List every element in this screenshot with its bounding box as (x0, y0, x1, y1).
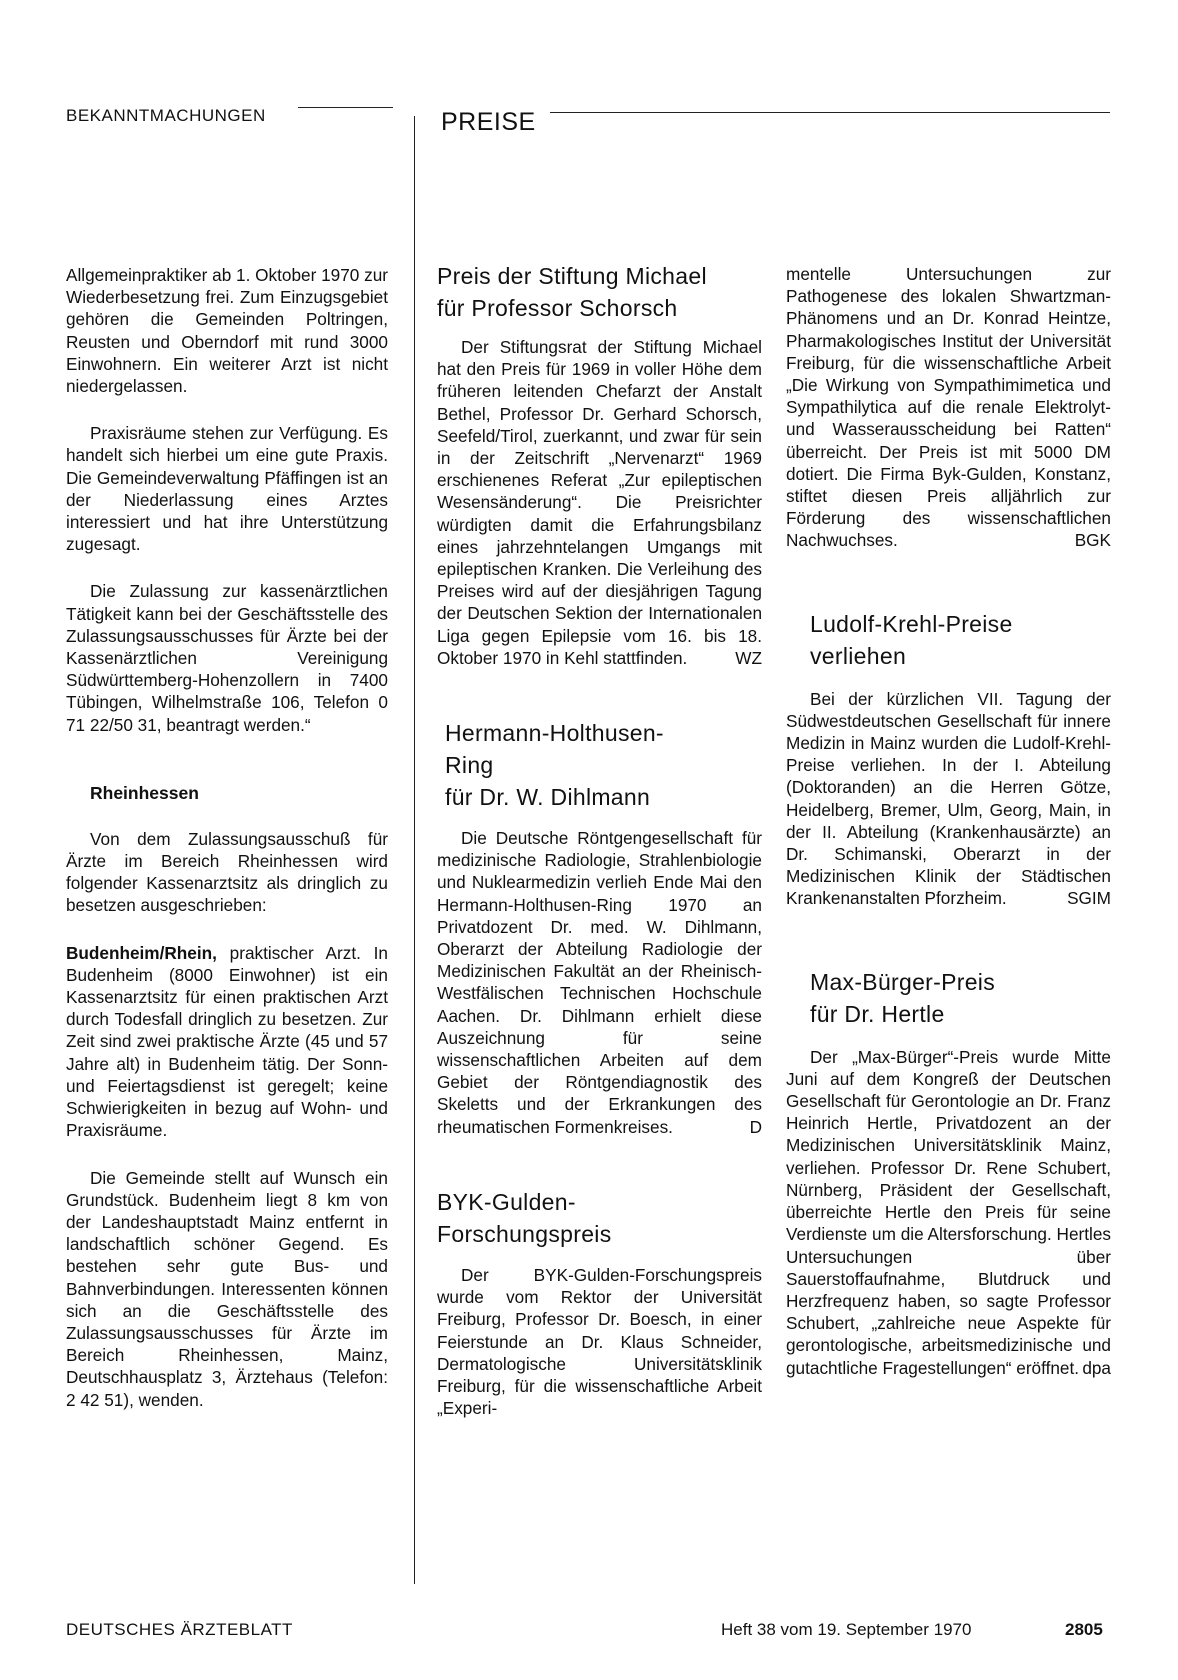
article-text: Der BYK-Gulden-Forschungspreis wurde vom Rektor der Universität Freiburg, Professor Dr. Boesch, in einer Feierstunde an Dr. Klaus Schneider, Dermatologische Universitätsklinik Freiburg, für die wissenschaftliche Arbeit „Experi- (437, 1264, 762, 1419)
column-divider (414, 116, 415, 1584)
article-title-line: verliehen (810, 642, 907, 669)
article-title (437, 1186, 762, 1250)
article-body (437, 827, 762, 1138)
section-label-left: BEKANNTMACHUNGEN (66, 106, 266, 125)
article-signature: dpa (1082, 1357, 1111, 1378)
header-rule-left (298, 107, 393, 108)
article-text: Der Stiftungsrat der Stiftung Michael hat den Preis für 1969 in voller Höhe dem früheren leitenden Chefarzt der Anstalt Bethel, Professor Dr. Gerhard Schorsch, Seefeld/Tirol, zuerkannt, und zwar für sein in der Zeitschrift „Nervenarzt“ 1969 erschienenes Referat „Zur epileptischen Wesensänderung“. Die Preisrichter würdigten damit die Erfahrungsbilanz eines jahrzehntelangen Umgangs mit epileptischen Kranken. Die Verleihung des Preises wird auf der diesjährigen Tagung der Deutschen Sektion der Internationalen Liga gegen Epilepsie vom 16. bis 18. Oktober 1970 in Kehl stattfinden. (437, 337, 762, 668)
article-title-line: für Dr. Hertle (810, 1000, 945, 1027)
article-title (437, 260, 762, 324)
article-title-line: Ring (445, 752, 494, 779)
article-text: Bei der kürzlichen VII. Tagung der Südwestdeutschen Gesellschaft für innere Medizin in Mainz wurden die Ludolf-Krehl-Preise verliehen. In der I. Abteilung (Doktoranden) an die Herren Götze, Heidelberg, Bremer, Ulm, Georg, Main, in der II. Abteilung (Krankenhausärzte) an Dr. Schimanski, Oberarzt in der Medizinischen Klinik der Städtischen Krankenanstalten Pforzheim. (786, 688, 1111, 909)
subheading-rheinhessen: Rheinhessen (90, 782, 199, 803)
article-signature: SGIM (1067, 888, 1111, 909)
header-rule-right (550, 112, 1110, 113)
section-label-right: PREISE (441, 108, 536, 136)
article-signature: D (749, 1116, 762, 1137)
article-title-line: Preis der Stiftung Michael (437, 263, 707, 289)
paragraph (66, 1167, 388, 1411)
column-prizes-2 (786, 263, 1111, 1379)
paragraph (66, 942, 388, 1142)
article-title (786, 608, 1111, 672)
article-text: Die Deutsche Röntgengesellschaft für medizinische Radiologie, Strahlenbiologie und Nuklearmedizin verlieh Ende Mai den Hermann-Holthusen-Ring 1970 an Privatdozent Dr. med. W. Dihlmann, Oberarzt der Abteilung Radiologie der Medizinischen Fakultät an der Rheinisch-Westfälischen Technischen Hochschule Aachen. Dr. Dihlmann erhielt diese Auszeichnung für seine wissenschaftlichen Arbeiten auf dem Gebiet der Röntgendiagnostik des Skeletts und der Erkrankungen des rheumatischen Formenkreises. (437, 828, 762, 1137)
article-body (437, 1264, 762, 1419)
article-signature: WZ (735, 647, 762, 668)
article-title-line: Hermann-Holthusen- (445, 720, 664, 747)
column-announcements (66, 264, 388, 1411)
article-signature: BGK (1074, 530, 1111, 551)
article-title (786, 966, 1111, 1030)
paragraph: Allgemeinpraktiker ab 1. Oktober 1970 zur Wiederbesetzung frei. Zum Einzugsgebiet gehören die Gemeinden Poltringen, Reusten und Oberndorf mit rund 3000 Einwohnern. Ein weiterer Arzt ist nicht niedergelassen. (66, 265, 388, 397)
page-number: 2805 (1065, 1620, 1103, 1639)
paragraph-text: Praxisräume stehen zur Verfügung. Es handelt sich hierbei um eine gute Praxis. Die Gemeindeverwaltung Pfäffingen ist an der Niederlassung eines Arztes interessiert und hat ihre Unterstützung zugesagt. (66, 423, 388, 555)
article-title-line: Forschungspreis (437, 1220, 612, 1247)
article-title-line: für Professor Schorsch (437, 295, 678, 321)
article-text: mentelle Untersuchungen zur Pathogenese des lokalen Shwartzman-Phänomens und an Dr. Konrad Heintze, Pharmakologisches Institut der Universität Freiburg, für die wissenschaftliche Arbeit „Die Wirkung von Sympathimimetica und Sympathilytica auf die renale Elektrolyt- und Wasserausscheidung bei Ratten“ überreicht. Der Preis ist mit 5000 DM dotiert. Die Firma Byk-Gulden, Konstanz, stiftet diesen Preis alljährlich zur Förderung des wissenschaftlichen Nachwuchses. (786, 264, 1111, 551)
paragraph-lead: Budenheim/Rhein, (66, 942, 217, 963)
article-body (786, 688, 1111, 910)
article-title-line: für Dr. W. Dihlmann (445, 784, 651, 811)
column-prizes-1 (437, 260, 762, 1419)
paragraph-text: praktischer Arzt. In Budenheim (8000 Einwohner) ist ein Kassenarztsitz für einen praktischen Arzt durch Todesfall dringlich zu besetzen. Zur Zeit sind zwei praktische Ärzte (45 und 57 Jahre alt) in Budenheim tätig. Der Sonn- und Feiertagsdienst ist geregelt; keine Schwierigkeiten in bezug auf Wohn- und Praxisräume. (66, 942, 388, 1141)
article-title-line: BYK-Gulden- (437, 1188, 576, 1215)
article-body (786, 1046, 1111, 1379)
article-title (437, 717, 762, 813)
article-title-line: Max-Bürger-Preis (810, 968, 996, 995)
journal-name: DEUTSCHES ÄRZTEBLATT (66, 1620, 293, 1639)
paragraph-text: Von dem Zulassungsausschuß für Ärzte im Bereich Rheinhessen wird folgender Kassenarztsitz als dringlich zu besetzen ausgeschrieben: (66, 828, 388, 916)
paragraph-text: Die Gemeinde stellt auf Wunsch ein Grundstück. Budenheim liegt 8 km von der Landeshauptstadt Mainz entfernt in landschaftlich schöner Gegend. Es bestehen sehr gute Bus- und Bahnverbindungen. Interessenten können sich an die Geschäftsstelle des Zulassungsausschusses für Ärzte im Bereich Rheinhessen, Mainz, Deutschhausplatz 3, Ärztehaus (Telefon: 2 42 51), wenden. (66, 1167, 388, 1410)
paragraph (66, 828, 388, 917)
article-title-line: Ludolf-Krehl-Preise (810, 610, 1013, 637)
article-text: Der „Max-Bürger“-Preis wurde Mitte Juni auf dem Kongreß der Deutschen Gesellschaft für Gerontologie an Dr. Franz Heinrich Hertle, Privatdozent an der Medizinischen Universitätsklinik Mainz, verliehen. Professor Dr. Rene Schubert, Nürnberg, Präsident der Gesellschaft, überreichte Hertle den Preis für seine Verdienste um die Altersforschung. Hertles Untersuchungen über Sauerstoffaufnahme, Blutdruck und Herzfrequenz haben, so sagte Professor Schubert, „zahlreiche neue Aspekte für gerontologische, arbeitsmedizinische und gutachtliche Fragestellungen“ eröffnet. (786, 1046, 1111, 1378)
paragraph-text: Die Zulassung zur kassenärztlichen Tätigkeit kann bei der Geschäftsstelle des Zulassungsausschusses für Ärzte bei der Kassenärztlichen Vereinigung Südwürttemberg-Hohenzollern in 7400 Tübingen, Wilhelmstraße 106, Telefon 0 71 22/50 31, beantragt werden.“ (66, 581, 388, 735)
paragraph (66, 580, 388, 735)
article-body (786, 263, 1111, 552)
paragraph (66, 422, 388, 555)
issue-info: Heft 38 vom 19. September 1970 (721, 1620, 972, 1639)
article-body (437, 336, 762, 669)
